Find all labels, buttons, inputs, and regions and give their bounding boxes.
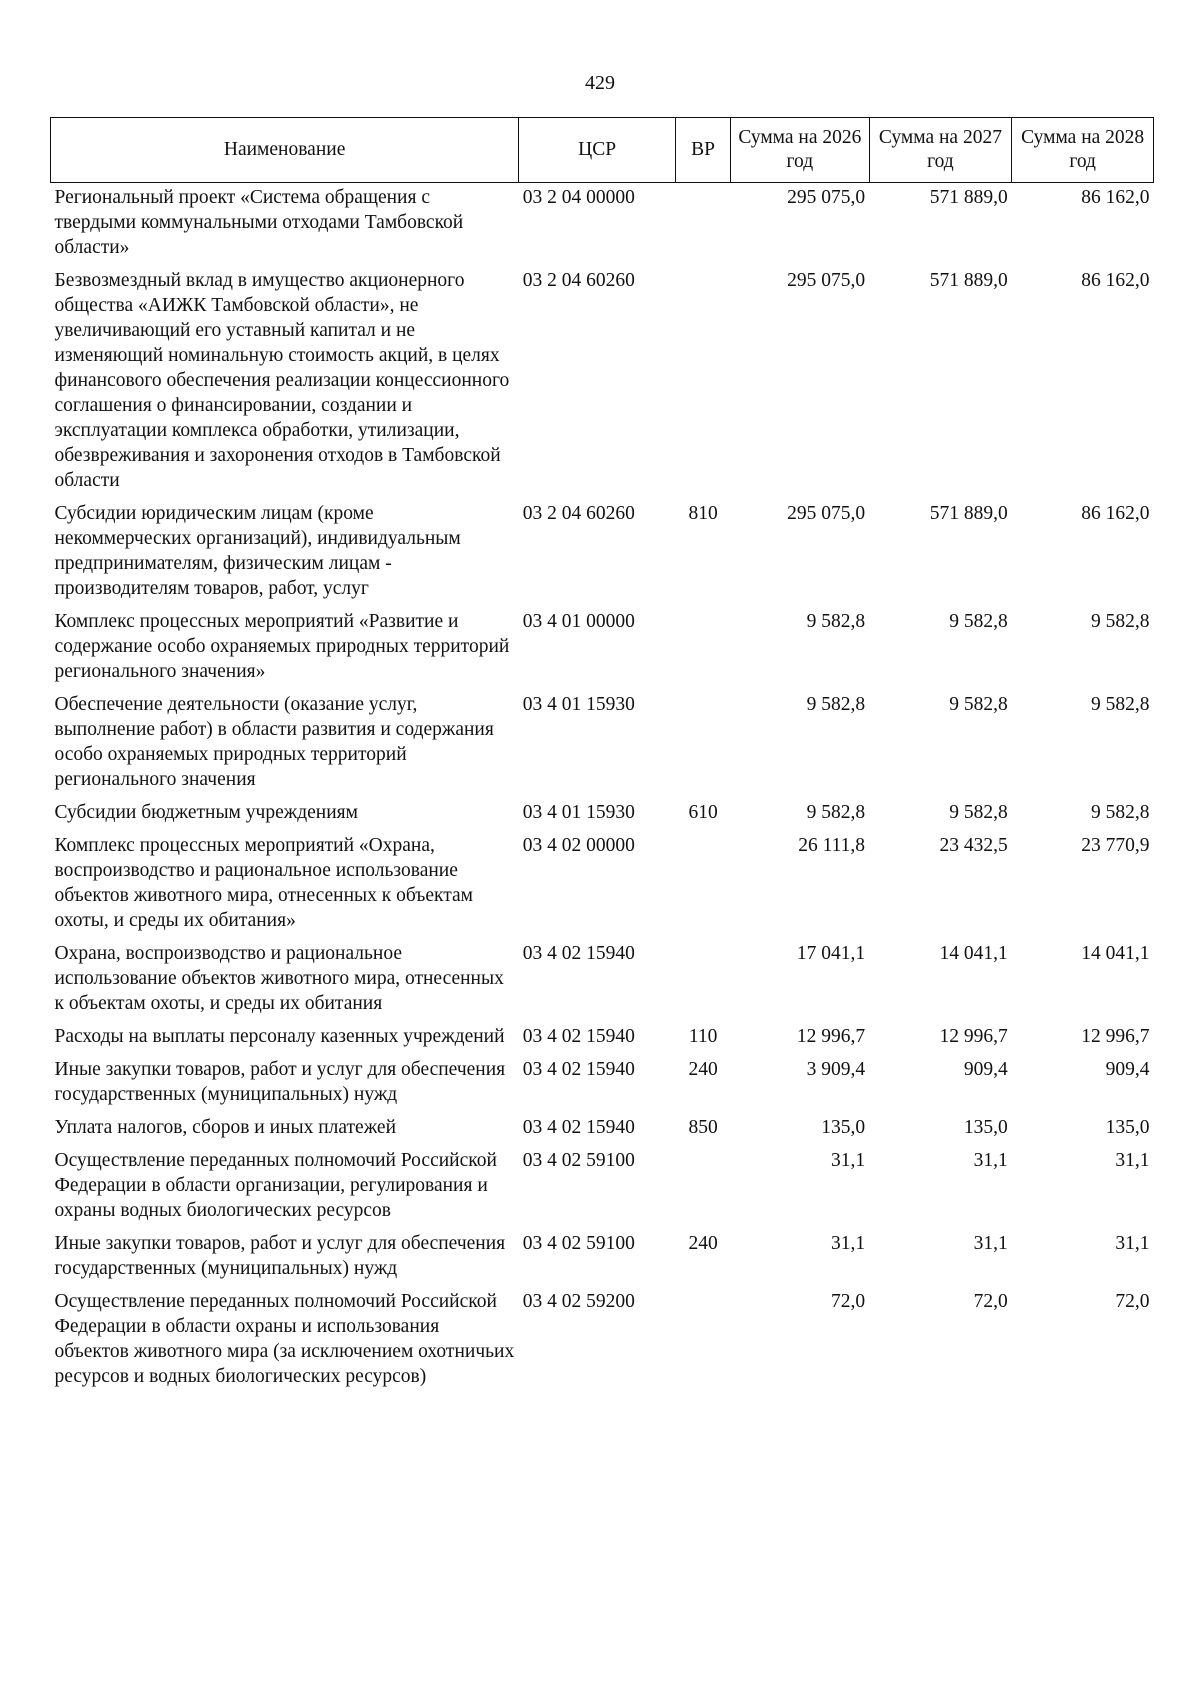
row-vr: 850 bbox=[688, 1117, 718, 1138]
row-name: Безвозмездный вклад в имущество акционерного общества «АИЖК Тамбовской области», не увеличивающий его уставный капитал и не изменяющий номинальную стоимость акций, в целях финансового обеспечения реализации концессионного соглашения о финансировании, создании и эксплуатации комплекса обработки, утилизации, обезвреживания и захоронения отходов в Тамбовской области bbox=[54, 270, 510, 491]
header-vr: ВР bbox=[676, 118, 731, 183]
row-sum-2028: 31,1 bbox=[1115, 1233, 1150, 1254]
header-sum-2026: Сумма на 2026 год bbox=[731, 118, 869, 183]
row-sum-2026: 9 582,8 bbox=[806, 611, 866, 632]
row-name: Осуществление переданных полномочий Российской Федерации в области организации, регулирования и охраны водных биологических ресурсов bbox=[54, 1150, 497, 1221]
row-name: Субсидии юридическим лицам (кроме некоммерческих организаций), индивидуальным предпринимателям, физическим лицам - производителям товаров, работ, услуг bbox=[54, 503, 461, 599]
table-row bbox=[51, 183, 1154, 267]
row-name: Региональный проект «Система обращения с твердыми коммунальными отходами Тамбовской области» bbox=[54, 187, 464, 258]
row-vr bbox=[676, 183, 731, 267]
row-sum-2026: 3 909,4 bbox=[806, 1059, 866, 1080]
row-sum-2028: 9 582,8 bbox=[1091, 611, 1150, 632]
table-row bbox=[51, 1055, 1154, 1113]
row-csr: 03 4 02 15940 bbox=[522, 943, 635, 964]
row-csr: 03 4 02 15940 bbox=[522, 1117, 635, 1138]
row-csr: 03 4 01 15930 bbox=[522, 694, 635, 715]
row-vr bbox=[676, 1287, 731, 1395]
table-row bbox=[51, 939, 1154, 1022]
row-sum-2027: 571 889,0 bbox=[929, 187, 1008, 208]
header-sum-2027: Сумма на 2027 год bbox=[869, 118, 1012, 183]
table-row bbox=[51, 1022, 1154, 1055]
budget-table bbox=[50, 117, 1154, 1395]
row-sum-2027: 571 889,0 bbox=[929, 270, 1008, 291]
row-csr: 03 2 04 00000 bbox=[522, 187, 635, 208]
row-sum-2027: 9 582,8 bbox=[949, 694, 1008, 715]
row-sum-2028: 86 162,0 bbox=[1081, 187, 1150, 208]
row-vr: 240 bbox=[688, 1059, 718, 1080]
row-name: Охрана, воспроизводство и рациональное использование объектов животного мира, отнесенных к объектам охоты, и среды их обитания bbox=[54, 943, 504, 1014]
row-sum-2026: 31,1 bbox=[830, 1233, 866, 1254]
row-vr bbox=[676, 607, 731, 690]
row-sum-2028: 9 582,8 bbox=[1091, 802, 1150, 823]
row-sum-2027: 31,1 bbox=[973, 1150, 1008, 1171]
row-sum-2026: 17 041,1 bbox=[796, 943, 866, 964]
table-row bbox=[51, 607, 1154, 690]
row-sum-2026: 26 111,8 bbox=[798, 835, 866, 856]
row-sum-2027: 72,0 bbox=[973, 1291, 1008, 1312]
row-sum-2026: 9 582,8 bbox=[806, 694, 866, 715]
row-vr bbox=[676, 831, 731, 939]
header-name: Наименование bbox=[51, 118, 519, 183]
row-csr: 03 4 02 59100 bbox=[522, 1233, 635, 1254]
row-csr: 03 4 02 59200 bbox=[522, 1291, 635, 1312]
table-row bbox=[51, 1229, 1154, 1287]
row-csr: 03 4 02 59100 bbox=[522, 1150, 635, 1171]
row-sum-2027: 14 041,1 bbox=[939, 943, 1008, 964]
row-sum-2026: 31,1 bbox=[830, 1150, 866, 1171]
row-sum-2027: 12 996,7 bbox=[939, 1026, 1008, 1047]
row-sum-2027: 9 582,8 bbox=[949, 802, 1008, 823]
row-sum-2027: 909,4 bbox=[963, 1059, 1008, 1080]
header-sum-2028: Сумма на 2028 год bbox=[1012, 118, 1154, 183]
row-sum-2027: 135,0 bbox=[963, 1117, 1008, 1138]
table-header bbox=[51, 118, 1154, 183]
row-sum-2026: 295 075,0 bbox=[787, 270, 866, 291]
table-row bbox=[51, 499, 1154, 607]
table-row bbox=[51, 798, 1154, 831]
row-sum-2028: 31,1 bbox=[1115, 1150, 1150, 1171]
row-sum-2027: 9 582,8 bbox=[949, 611, 1008, 632]
row-vr bbox=[676, 1146, 731, 1229]
row-name: Расходы на выплаты персоналу казенных учреждений bbox=[54, 1026, 505, 1047]
row-csr: 03 4 02 00000 bbox=[522, 835, 635, 856]
table-body bbox=[51, 183, 1154, 1396]
row-csr: 03 4 01 00000 bbox=[522, 611, 635, 632]
row-sum-2027: 23 432,5 bbox=[939, 835, 1008, 856]
row-sum-2028: 86 162,0 bbox=[1081, 503, 1150, 524]
table-row bbox=[51, 1113, 1154, 1146]
row-csr: 03 2 04 60260 bbox=[522, 503, 635, 524]
row-name: Иные закупки товаров, работ и услуг для обеспечения государственных (муниципальных) нужд bbox=[54, 1059, 506, 1105]
row-csr: 03 4 02 15940 bbox=[522, 1059, 635, 1080]
row-vr: 810 bbox=[688, 503, 718, 524]
row-name: Комплекс процессных мероприятий «Развитие и содержание особо охраняемых природных территорий регионального значения» bbox=[54, 611, 510, 682]
row-sum-2027: 571 889,0 bbox=[929, 503, 1008, 524]
row-name: Комплекс процессных мероприятий «Охрана, воспроизводство и рациональное использование объектов животного мира, отнесенных к объектам охоты, и среды их обитания» bbox=[54, 835, 473, 931]
row-sum-2028: 12 996,7 bbox=[1081, 1026, 1150, 1047]
row-vr: 610 bbox=[688, 802, 718, 823]
row-sum-2028: 135,0 bbox=[1105, 1117, 1150, 1138]
row-sum-2027: 31,1 bbox=[973, 1233, 1008, 1254]
table-row bbox=[51, 1287, 1154, 1395]
row-sum-2026: 72,0 bbox=[830, 1291, 866, 1312]
row-sum-2028: 14 041,1 bbox=[1081, 943, 1150, 964]
header-row bbox=[51, 118, 1154, 183]
row-vr bbox=[676, 690, 731, 798]
row-sum-2026: 12 996,7 bbox=[796, 1026, 866, 1047]
table-row bbox=[51, 831, 1154, 939]
row-sum-2028: 23 770,9 bbox=[1081, 835, 1150, 856]
row-vr bbox=[676, 939, 731, 1022]
row-csr: 03 4 01 15930 bbox=[522, 802, 635, 823]
row-sum-2026: 135,0 bbox=[821, 1117, 866, 1138]
row-sum-2028: 9 582,8 bbox=[1091, 694, 1150, 715]
row-sum-2026: 295 075,0 bbox=[787, 187, 866, 208]
row-name: Уплата налогов, сборов и иных платежей bbox=[54, 1117, 397, 1138]
row-name: Субсидии бюджетным учреждениям bbox=[54, 802, 358, 823]
row-sum-2028: 72,0 bbox=[1115, 1291, 1150, 1312]
row-vr: 110 bbox=[688, 1026, 718, 1047]
row-sum-2028: 86 162,0 bbox=[1081, 270, 1150, 291]
header-csr: ЦСР bbox=[519, 118, 676, 183]
row-name: Обеспечение деятельности (оказание услуг, выполнение работ) в области развития и содержания особо охраняемых природных территорий регионального значения bbox=[54, 694, 494, 790]
row-sum-2026: 9 582,8 bbox=[806, 802, 866, 823]
row-sum-2028: 909,4 bbox=[1105, 1059, 1150, 1080]
row-name: Иные закупки товаров, работ и услуг для обеспечения государственных (муниципальных) нужд bbox=[54, 1233, 506, 1279]
row-sum-2026: 295 075,0 bbox=[787, 503, 866, 524]
row-csr: 03 2 04 60260 bbox=[522, 270, 635, 291]
table-row bbox=[51, 266, 1154, 499]
row-vr: 240 bbox=[688, 1233, 718, 1254]
row-vr bbox=[676, 266, 731, 499]
table-row bbox=[51, 690, 1154, 798]
table-row bbox=[51, 1146, 1154, 1229]
page-number: 429 bbox=[585, 72, 615, 94]
row-csr: 03 4 02 15940 bbox=[522, 1026, 635, 1047]
row-name: Осуществление переданных полномочий Российской Федерации в области охраны и использования объектов животного мира (за исключением охотничьих ресурсов и водных биологических ресурсов) bbox=[54, 1291, 515, 1387]
